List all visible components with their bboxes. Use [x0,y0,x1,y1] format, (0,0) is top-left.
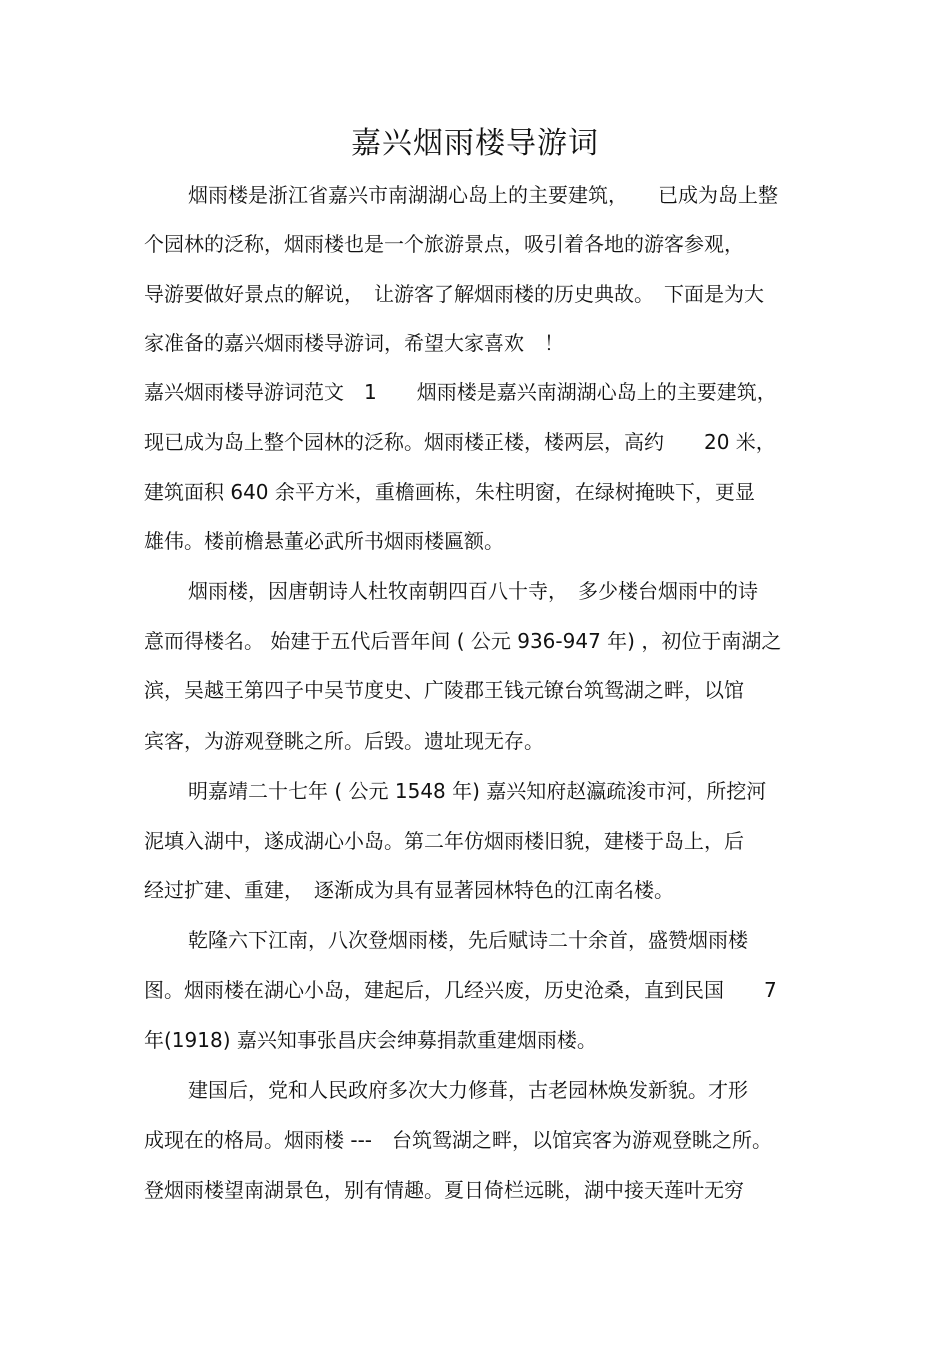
text-line: 烟雨楼是浙江省嘉兴市南湖湖心岛上的主要建筑， 已成为岛上整 [188,183,778,207]
text-line: 滨，吴越王第四子中吴节度史、广陵郡王钱元镣台筑鸳湖之畔，以馆 [144,678,744,702]
text-line: 雄伟。楼前檐悬董必武所书烟雨楼匾额。 [144,529,504,553]
text-line: 图。烟雨楼在湖心小岛，建起后，几经兴废，历史沧桑，直到民国 7 [144,978,777,1002]
text-line: 明嘉靖二十七年 ( 公元 1548 年) 嘉兴知府赵瀛疏浚市河，所挖河 [188,779,767,803]
text-line: 泥填入湖中，遂成湖心小岛。第二年仿烟雨楼旧貌，建楼于岛上，后 [144,829,744,853]
text-line: 烟雨楼，因唐朝诗人杜牧南朝四百八十寺， 多少楼台烟雨中的诗 [188,579,758,603]
text-line: 乾隆六下江南，八次登烟雨楼，先后赋诗二十余首，盛赞烟雨楼 [188,928,748,952]
text-line: 建国后，党和人民政府多次大力修葺，古老园林焕发新貌。才形 [188,1078,748,1102]
document-title: 嘉兴烟雨楼导游词 [351,126,599,161]
text-line: 登烟雨楼望南湖景色，别有情趣。夏日倚栏远眺，湖中接天莲叶无穷 [144,1178,744,1202]
text-line: 成现在的格局。烟雨楼 --- 台筑鸳湖之畔，以馆宾客为游观登眺之所。 [144,1128,773,1152]
text-line: 个园林的泛称，烟雨楼也是一个旅游景点，吸引着各地的游客参观， [144,232,744,256]
text-line: 经过扩建、重建， 逐渐成为具有显著园林特色的江南名楼。 [144,878,674,902]
text-line: 年(1918) 嘉兴知事张昌庆会绅募捐款重建烟雨楼。 [144,1028,597,1052]
text-line: 家准备的嘉兴烟雨楼导游词，希望大家喜欢 ！ [144,331,564,355]
text-line: 现已成为岛上整个园林的泛称。烟雨楼正楼，楼两层，高约 20 米， [144,430,776,454]
text-line: 意而得楼名。 始建于五代后晋年间 ( 公元 936-947 年) ，初位于南湖之 [144,629,782,653]
text-line: 嘉兴烟雨楼导游词范文 1 烟雨楼是嘉兴南湖湖心岛上的主要建筑， [144,380,777,404]
text-line: 建筑面积 640 余平方米，重檐画栋，朱柱明窗，在绿树掩映下，更显 [144,480,755,504]
text-line: 导游要做好景点的解说， 让游客了解烟雨楼的历史典故。 下面是为大 [144,282,764,306]
text-line: 宾客，为游观登眺之所。后毁。遗址现无存。 [144,729,544,753]
